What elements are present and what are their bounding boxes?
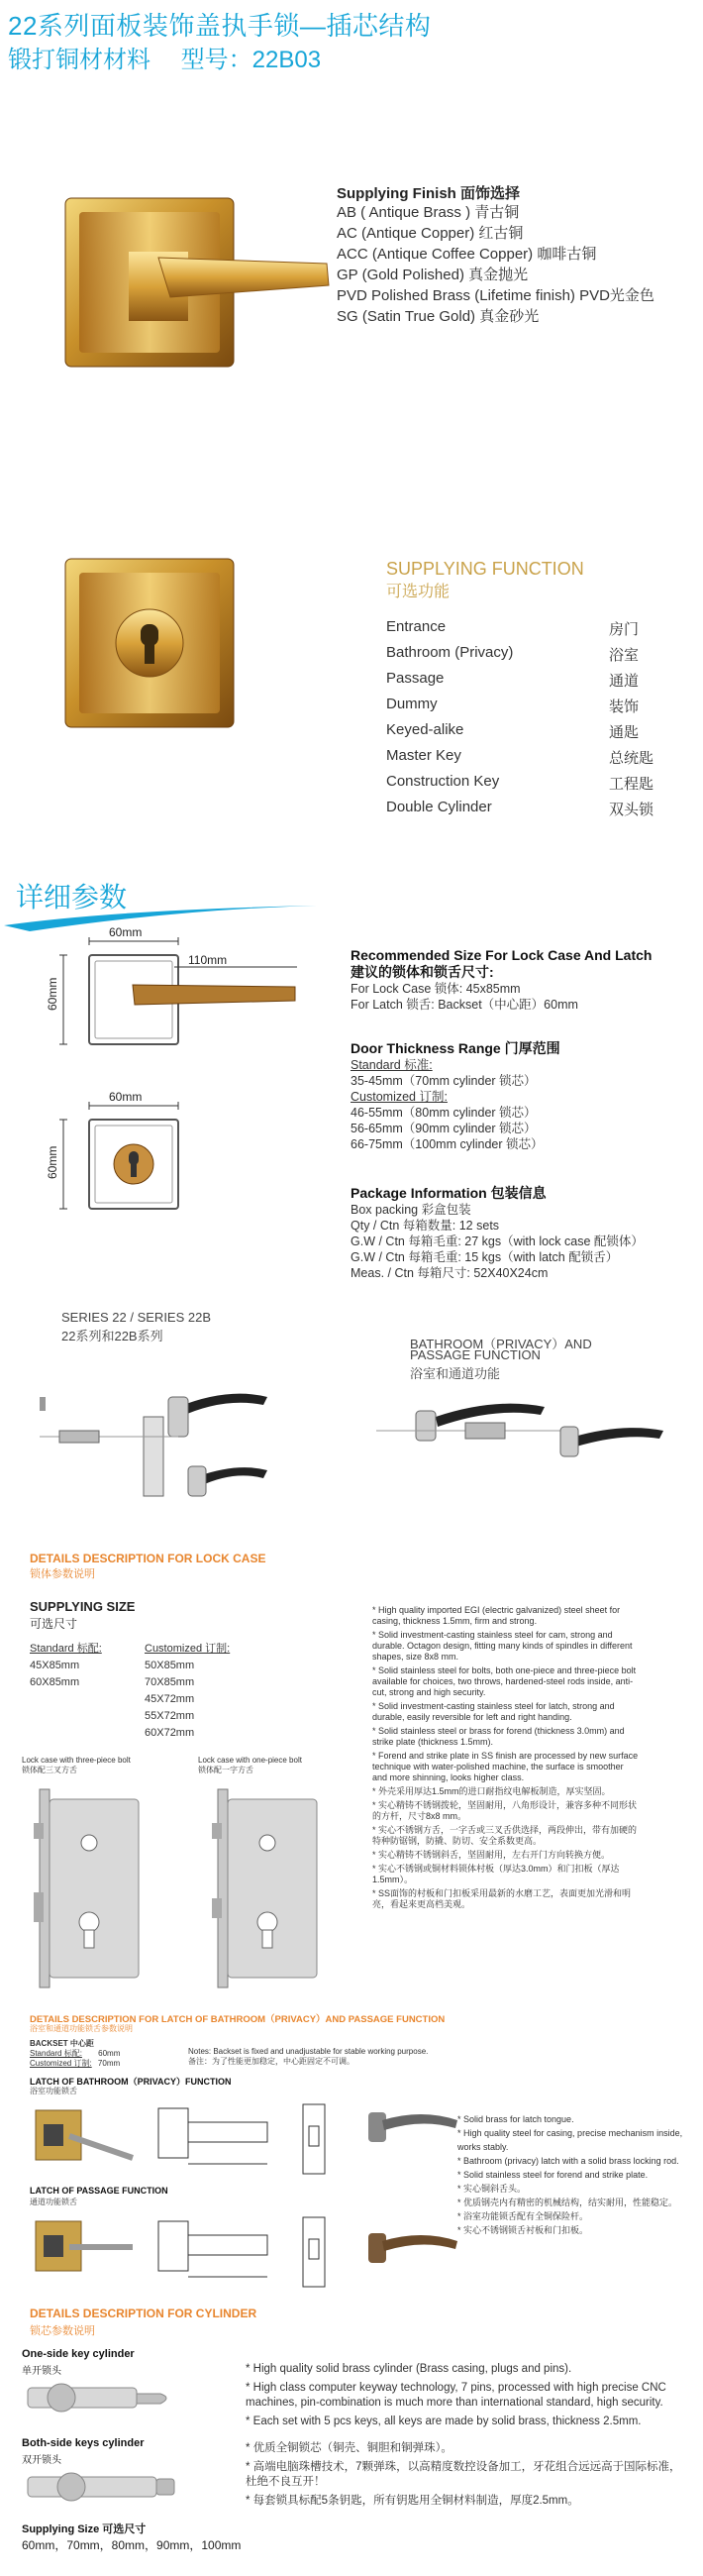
backset-standard: Standard 标配: 60mm <box>30 2049 121 2058</box>
function-row: Entrance 房门 <box>386 618 640 638</box>
dim-height-2: 60mm <box>46 1145 59 1179</box>
finish-item: ACC (Antique Coffee Copper) 咖啡古铜 <box>337 246 597 263</box>
finish-list <box>337 202 654 327</box>
cylinder-sizes: 60mm，70mm，80mm，90mm，100mm <box>22 2538 242 2552</box>
latch-note: * 浴室功能锁舌配有全铜保险杆。 <box>457 2211 589 2221</box>
one-side-cylinder-label: One-side key cylinder <box>22 2348 135 2360</box>
standard-size-label: Standard 标配: <box>30 1643 102 1655</box>
cylinder-note: * High quality solid brass cylinder (Brass casing, plugs and pins). <box>246 2363 572 2375</box>
bath-strike-drawing <box>287 2098 347 2178</box>
bathroom-passage-exploded-view <box>376 1387 673 1486</box>
one-side-cylinder-label-cn: 单开锁头 <box>22 2366 61 2377</box>
cylinder-size-label: Supplying Size 可选尺寸 <box>22 2523 147 2535</box>
lockcase-note: * SS面饰的村板和门扣板采用最新的水磨工艺，表面更加光滑和明亮，看起来更高档美观。 <box>372 1888 632 1909</box>
door-line: 66-75mm（100mm cylinder 锁芯） <box>351 1137 544 1151</box>
recommended-size-title: Recommended Size For Lock Case And Latch <box>351 947 653 963</box>
custom-size: 45X72mm <box>145 1693 195 1705</box>
latch-notes-line-2: 备注：为了性能更加稳定，中心距固定不可调。 <box>188 2057 354 2066</box>
lockcase-one-piece-image <box>208 1783 347 1991</box>
passage-latch-sub: 通道功能锁舌 <box>30 2198 77 2206</box>
package-line: Box packing 彩盒包装 <box>351 1203 471 1217</box>
cylinder-note: * 每套锁具标配5条钥匙，所有钥匙用全铜材料制造，厚度2.5mm。 <box>246 2495 579 2507</box>
latch-note: * 优质钢壳内有精密的机械结构，结实耐用，性能稳定。 <box>457 2198 678 2207</box>
lockcase-note: * High quality imported EGI (electric galvanized) steel sheet for casing, thickness 1.5mm, firm and strong. <box>372 1605 621 1626</box>
series-right-title: BATHROOM（PRIVACY）AND <box>410 1337 592 1351</box>
cylinder-note: * 高端电脑珠槽技术，7颗弹珠，以高精度数控设备加工，牙花组合远远高于国际标准，杜绝不良互开！ <box>246 2461 681 2488</box>
standard-sizes <box>30 1641 102 1691</box>
details-title: 详细参数 <box>16 882 128 912</box>
three-piece-label-cn: 锁体配三叉方舌 <box>22 1766 77 1774</box>
package-line: Meas. / Ctn 每箱尺寸: 52X40X24cm <box>351 1266 549 1280</box>
size-line: For Latch 锁舌: Backset（中心距）60mm <box>351 998 578 1012</box>
series-left-sub: 22系列和22B系列 <box>61 1329 163 1343</box>
backset-label: BACKSET 中心距 <box>30 2039 94 2048</box>
door-line: 56-65mm（90mm cylinder 锁芯） <box>351 1122 537 1135</box>
latch-notes-line-1: Notes: Backset is fixed and unadjustable for stable working purpose. <box>188 2047 429 2056</box>
finish-item: AB ( Antique Brass ) 青古铜 <box>337 204 520 221</box>
function-row: Master Key 总统匙 <box>386 747 654 767</box>
finish-item: AC (Antique Copper) 红古铜 <box>337 225 524 242</box>
function-title: SUPPLYING FUNCTION <box>386 559 584 579</box>
bath-handle-image <box>362 2098 461 2158</box>
latch-sub: 浴室和通道功能锁舌参数说明 <box>30 2024 133 2033</box>
package-line: G.W / Ctn 每箱毛重: 15 kgs（with latch 配锁舌） <box>351 1250 619 1264</box>
lockcase-three-piece-image <box>30 1783 168 1991</box>
one-piece-label: Lock case with one-piece bolt <box>198 1756 302 1765</box>
material-label: 锻打铜材材料 <box>8 47 151 73</box>
passage-strike-drawing <box>287 2211 347 2291</box>
function-row: Dummy 装饰 <box>386 696 640 715</box>
bath-latch-image <box>30 2096 139 2176</box>
standard-size: 45X85mm <box>30 1660 80 1671</box>
dim-height-1: 60mm <box>46 977 59 1011</box>
cylinder-title: DETAILS DESCRIPTION FOR CYLINDER <box>30 2307 257 2320</box>
function-subtitle: 可选功能 <box>386 584 451 600</box>
lockcase-note: * 实心不锈钢或铜材料锁体村板（厚达3.0mm）和门扣板（厚达1.5mm）。 <box>372 1864 620 1884</box>
lockcase-note: * Forend and strike plate in SS finish are processed by new surface technique with water-polished machine, the surface is smoother and more shinning, looks higher class. <box>372 1751 639 1782</box>
series-right-title-2: PASSAGE FUNCTION <box>410 1347 541 1362</box>
package-info-title: Package Information 包装信息 <box>351 1185 547 1201</box>
passage-latch-title: LATCH OF PASSAGE FUNCTION <box>30 2186 168 2196</box>
latch-note: * High quality steel for casing, precise mechanism inside, works stably. <box>457 2128 683 2152</box>
cylinder-note: * Each set with 5 pcs keys, all keys are made by solid brass, thickness 2.5mm. <box>246 2415 642 2427</box>
lockcase-note: * 实心精铸不锈钢拨轮，坚固耐用，八角形设计，兼容多种不同形状的方杆，尺寸8x8 mm。 <box>372 1800 638 1821</box>
finish-item: SG (Satin True Gold) 真金砂光 <box>337 308 540 325</box>
latch-notes <box>457 2112 695 2237</box>
latch-note: * Solid stainless steel for forend and strike plate. <box>457 2170 649 2180</box>
latch-note: * 实心铜斜舌头。 <box>457 2184 527 2194</box>
bath-latch-sub: 浴室功能锁舌 <box>30 2087 77 2095</box>
custom-size: 50X85mm <box>145 1660 195 1671</box>
lockcase-note: * 实心不锈钢方舌，一字舌或三叉舌供选择，两段伸出，带有加硬的特种防锯钢，防撬、防切、安全系数更高。 <box>372 1825 638 1846</box>
series-exploded-view <box>30 1367 287 1516</box>
custom-size-label: Customized 订制: <box>145 1643 231 1655</box>
dim-width-2: 60mm <box>109 1090 143 1104</box>
one-piece-label-cn: 锁体配一字方舌 <box>198 1766 253 1774</box>
handle-dimension-drawing <box>50 931 307 1060</box>
page-title: 22系列面板装饰盖执手锁—插芯结构 <box>8 11 432 41</box>
door-thickness-block <box>351 1040 697 1152</box>
lockcase-notes <box>372 1605 640 1913</box>
both-side-cylinder-label-cn: 双开锁头 <box>22 2455 61 2466</box>
cylinder-sub: 锁芯参数说明 <box>30 2325 95 2337</box>
dim-lever-length: 110mm <box>188 953 228 967</box>
custom-size: 60X72mm <box>145 1727 195 1739</box>
series-left-title: SERIES 22 / SERIES 22B <box>61 1310 212 1325</box>
cylinder-escutcheon-image <box>61 555 240 733</box>
custom-size: 70X85mm <box>145 1676 195 1688</box>
function-row: Double Cylinder 双头锁 <box>386 799 654 818</box>
lockcase-note: * Solid stainless steel for bolts, both one-piece and three-piece bolt available for choices, two throws, hardened-steel rods inside, anti-cut, strong and high security. <box>372 1665 637 1697</box>
escutcheon-dimension-drawing <box>50 1096 228 1225</box>
function-row: Construction Key 工程匙 <box>386 773 654 793</box>
standard-size: 60X85mm <box>30 1676 80 1688</box>
package-line: G.W / Ctn 每箱毛重: 27 kgs（with lock case 配锁体） <box>351 1234 644 1248</box>
supply-size-sub: 可选尺寸 <box>30 1617 78 1631</box>
package-info-block <box>351 1185 697 1281</box>
lockcase-note: * 外壳采用厚达1.5mm的进口耐指纹电解板制造，厚实坚固。 <box>372 1786 611 1796</box>
bath-latch-drawing <box>152 2098 281 2178</box>
latch-note: * Bathroom (privacy) latch with a solid brass locking rod. <box>457 2156 679 2166</box>
backset-customized: Customized 订制: 70mm <box>30 2059 121 2068</box>
latch-note: * 实心不锈钢锁舌衬板和门扣板。 <box>457 2225 589 2235</box>
function-row: Keyed-alike 通匙 <box>386 721 640 741</box>
one-side-cylinder-image <box>22 2374 180 2423</box>
recommended-size-block <box>351 947 697 1013</box>
lockcase-note: * 实心精铸不锈钢斜舌，坚固耐用，左右开门方向转换方便。 <box>372 1850 611 1860</box>
function-table <box>386 618 683 824</box>
finish-item: PVD Polished Brass (Lifetime finish) PVD光金色 <box>337 287 654 304</box>
function-row: Passage 通道 <box>386 670 640 690</box>
function-row: Bathroom (Privacy) 浴室 <box>386 644 640 664</box>
series-right-sub: 浴室和通道功能 <box>410 1366 501 1381</box>
page-subtitle <box>8 40 321 74</box>
cylinder-note: * High class computer keyway technology, 7 pins, processed with high precise CNC machines, pin-combination is much more than international standard, high security. <box>246 2382 666 2409</box>
latch-title: DETAILS DESCRIPTION FOR LATCH OF BATHROOM（PRIVACY）AND PASSAGE FUNCTION <box>30 2014 446 2025</box>
model-label: 型号：22B03 <box>180 47 322 73</box>
custom-sizes <box>145 1641 230 1742</box>
three-piece-label: Lock case with three-piece bolt <box>22 1756 131 1765</box>
supply-size-title: SUPPLYING SIZE <box>30 1599 136 1614</box>
door-thickness-title: Door Thickness Range 门厚范围 <box>351 1040 560 1056</box>
lever-handle-image <box>59 168 337 505</box>
package-line: Qty / Ctn 每箱数量: 12 sets <box>351 1219 500 1233</box>
passage-latch-drawing <box>152 2211 281 2291</box>
recommended-size-title-cn: 建议的锁体和锁舌尺寸: <box>351 964 494 980</box>
finish-title: Supplying Finish 面饰选择 <box>337 185 520 202</box>
both-side-cylinder-label: Both-side keys cylinder <box>22 2437 145 2449</box>
size-line: For Lock Case 锁体: 45x85mm <box>351 982 521 996</box>
lockcase-note: * Solid investment-casting stainless steel for latch, strong and durable, easily reversible for left and right handing. <box>372 1701 615 1722</box>
passage-handle-image <box>362 2219 461 2279</box>
bath-latch-title: LATCH OF BATHROOM（PRIVACY）FUNCTION <box>30 2077 232 2087</box>
cylinder-notes <box>246 2362 681 2513</box>
custom-size: 55X72mm <box>145 1710 195 1722</box>
passage-latch-image <box>30 2207 139 2287</box>
both-side-cylinder-image <box>22 2463 180 2513</box>
door-standard-label: Standard 标准: <box>351 1058 433 1072</box>
latch-note: * Solid brass for latch tongue. <box>457 2114 574 2124</box>
door-custom-label: Customized 订制: <box>351 1090 448 1104</box>
lockcase-title: DETAILS DESCRIPTION FOR LOCK CASE <box>30 1552 266 1565</box>
door-line: 46-55mm（80mm cylinder 锁芯） <box>351 1106 537 1120</box>
details-title-swoosh <box>0 904 703 933</box>
finish-item: GP (Gold Polished) 真金抛光 <box>337 267 529 283</box>
lockcase-note: * Solid stainless steel or brass for forend (thickness 3.0mm) and strike plate (thickness 1.5mm). <box>372 1726 625 1747</box>
lockcase-sub: 锁体参数说明 <box>30 1568 95 1580</box>
cylinder-note: * 优质全铜锁芯（铜壳、铜胆和铜弹珠）。 <box>246 2442 452 2454</box>
door-line: 35-45mm（70mm cylinder 锁芯） <box>351 1074 537 1088</box>
lockcase-note: * Solid investment-casting stainless steel for cam, strong and durable. Octagon design, fitting many kinds of spindles in different shapes, size 8x8 mm. <box>372 1630 633 1662</box>
dim-width-1: 60mm <box>109 925 143 939</box>
